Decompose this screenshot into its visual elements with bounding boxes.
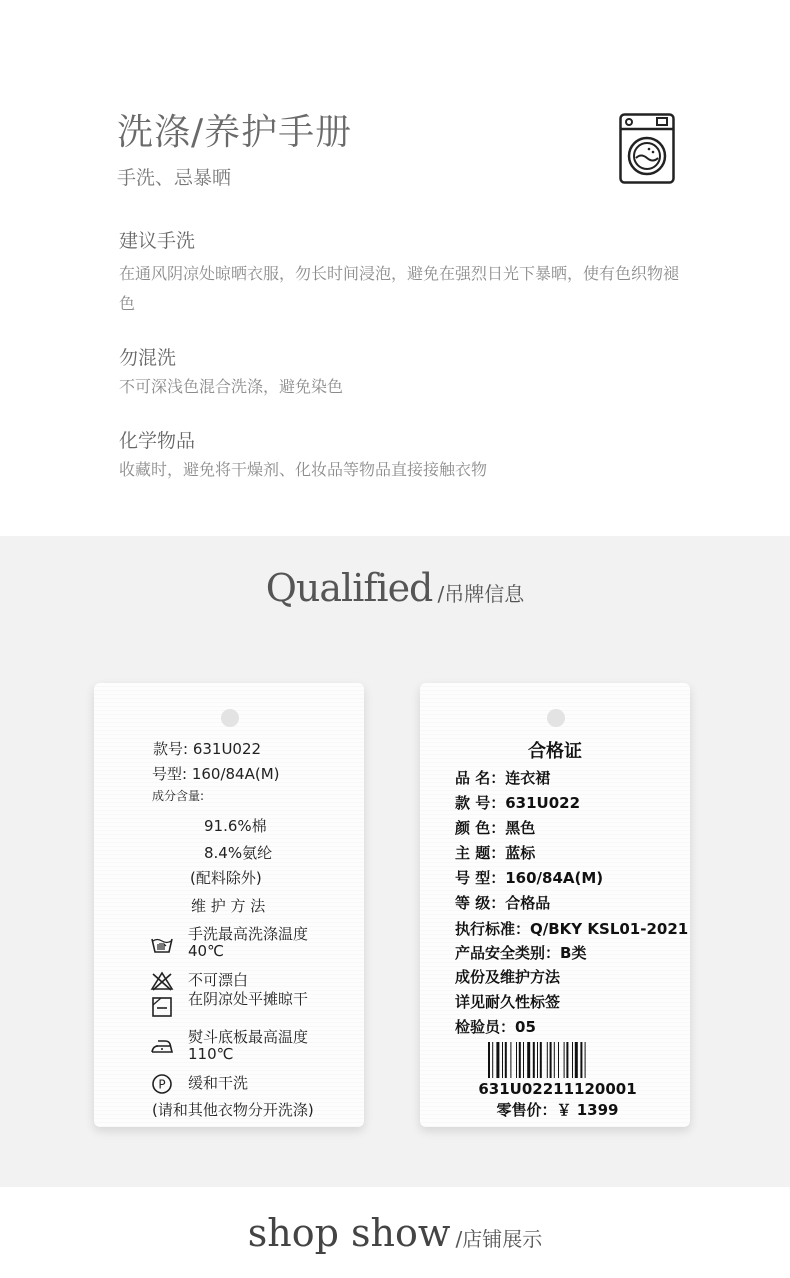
row-label: 检验员： — [455, 1018, 516, 1036]
section-heading: 建议手洗 — [119, 230, 196, 252]
care-item-text: 缓和干洗 — [188, 1074, 249, 1092]
section-text: 不可深浅色混合洗涤，避免染色 — [119, 377, 344, 396]
section-heading: 勿混洗 — [119, 347, 177, 369]
color-row — [455, 817, 535, 838]
row-value: 黑色 — [505, 819, 536, 837]
spandex-content: 8.4%氨纶 — [204, 844, 273, 862]
qualified-title-cn: /吊牌信息 — [437, 582, 525, 606]
shop-title-cn: /店铺展示 — [455, 1227, 543, 1251]
retail-price: 零售价：￥ 1399 — [496, 1101, 619, 1119]
row-label: 产品安全类别： — [455, 944, 561, 962]
shop-show-heading — [0, 1211, 790, 1255]
composition-label: 成分含量: — [152, 789, 205, 803]
excluding-note: (配料除外) — [190, 869, 262, 887]
svg-text:P: P — [158, 1077, 166, 1092]
row-value: 05 — [515, 1018, 536, 1036]
dry-clean-p-icon — [150, 1073, 174, 1095]
care-subtitle: 手洗、忌暴晒 — [117, 167, 232, 189]
washing-machine-icon — [619, 113, 675, 184]
style-number: 款号: 631U022 — [153, 740, 262, 758]
row-value: 连衣裙 — [505, 769, 551, 787]
inspector-row — [455, 1016, 536, 1037]
row-value: 631U022 — [505, 794, 581, 812]
care-label-tag — [94, 683, 364, 1127]
barcode — [488, 1042, 628, 1078]
row-label: 号 型： — [455, 869, 506, 887]
barcode-number: 631U02211120001 — [478, 1080, 637, 1098]
tag-hole — [221, 709, 239, 727]
qualified-heading — [0, 566, 790, 610]
care-item-text: 不可漂白 — [188, 971, 249, 989]
shop-title-en: shop show — [247, 1211, 451, 1255]
care-section-hand-wash — [119, 226, 679, 319]
durable-label-row — [455, 991, 560, 1012]
row-value: 160/84A(M) — [505, 869, 604, 887]
row-label: 成份及维护方法 — [455, 968, 561, 986]
size-row — [455, 867, 603, 888]
row-value: Q/BKY KSL01-2021 — [530, 920, 689, 938]
hand-wash-icon — [150, 933, 174, 955]
care-manual-section — [0, 0, 790, 536]
row-label: 款 号： — [455, 794, 506, 812]
cotton-content: 91.6%棉 — [204, 817, 267, 835]
section-text: 收藏时，避免将干燥剂、化妆品等物品直接接触衣物 — [119, 460, 488, 479]
separate-wash-note: (请和其他衣物分开洗涤) — [152, 1101, 314, 1119]
qualified-title-en: Qualified — [265, 566, 433, 610]
care-item-text: 熨斗底板最高温度110℃ — [188, 1028, 309, 1063]
safety-category-row — [455, 942, 586, 963]
row-label: 详见耐久性标签 — [455, 993, 561, 1011]
dry-flat-shade-icon — [150, 996, 174, 1018]
care-method-title: 维 护 方 法 — [191, 897, 266, 915]
shop-show-section — [0, 1187, 790, 1278]
row-value: 蓝标 — [505, 844, 536, 862]
style-number-row — [455, 792, 580, 813]
product-name-row — [455, 767, 550, 788]
composition-row — [455, 966, 560, 987]
size-spec: 号型: 160/84A(M) — [152, 765, 280, 783]
tag-info-section — [0, 536, 790, 1187]
iron-icon — [150, 1035, 174, 1057]
row-label: 等 级： — [455, 894, 506, 912]
row-label: 执行标准： — [455, 920, 531, 938]
row-label: 主 题： — [455, 844, 506, 862]
row-value: B类 — [560, 944, 587, 962]
care-item-text: 手洗最高洗涤温度40℃ — [188, 925, 309, 960]
care-section-chemicals — [119, 426, 487, 485]
certificate-tag — [420, 683, 690, 1127]
row-value: 合格品 — [505, 894, 551, 912]
section-text: 在通风阴凉处晾晒衣服，勿长时间浸泡，避免在强烈日光下暴晒，使有色织物褪色 — [119, 264, 680, 313]
theme-row — [455, 842, 535, 863]
section-heading: 化学物品 — [119, 430, 196, 452]
row-label: 品 名： — [455, 769, 506, 787]
tag-hole — [547, 709, 565, 727]
no-bleach-icon — [150, 970, 174, 992]
care-title: 洗涤/养护手册 — [117, 112, 353, 153]
row-label: 颜 色： — [455, 819, 506, 837]
care-section-no-mix — [119, 343, 343, 402]
care-item-text: 在阴凉处平摊晾干 — [188, 990, 309, 1008]
certificate-title: 合格证 — [528, 741, 582, 762]
grade-row — [455, 892, 550, 913]
standard-row — [455, 918, 688, 939]
